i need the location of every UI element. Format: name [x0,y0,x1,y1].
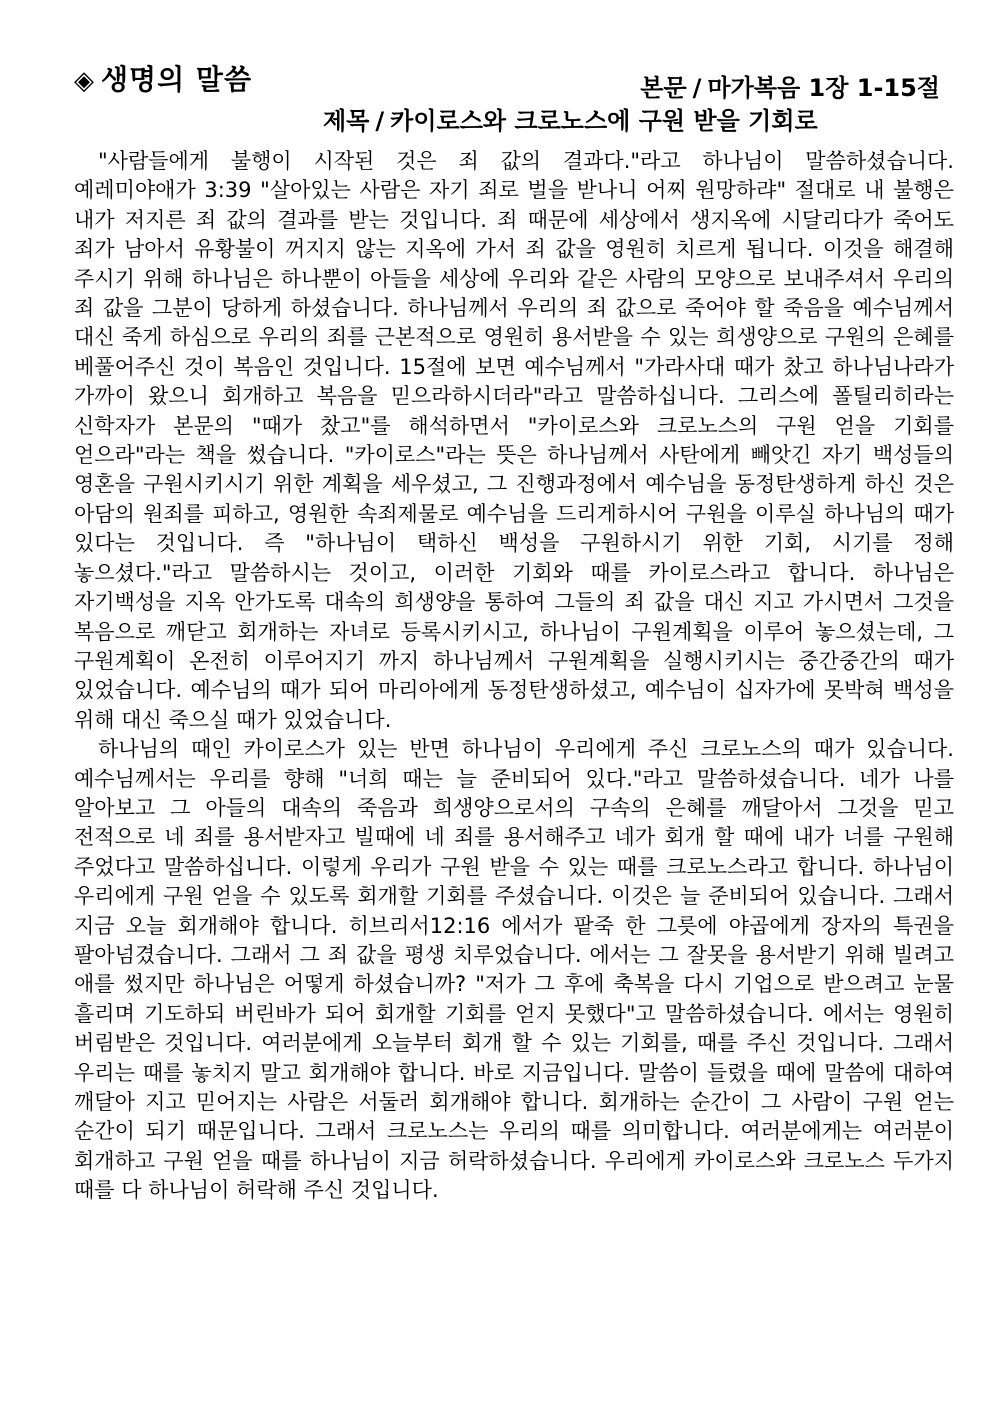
subject-separator: / [375,107,385,135]
body-paragraph-1: "사람들에게 불행이 시작된 것은 죄 값의 결과다."라고 하나님이 말씀하셨습니다. 예레미야애가 3:39 "살아있는 사람은 자기 죄로 벌을 받나니 어찌 원망하랴" 절대로 내 불행은 내가 저지른 죄 값의 결과를 받는 것입니다. 죄 때문에 세상에서 생지옥에 시달리다가 죽어도 죄가 남아서 유황불이 꺼지지 않는 지옥에 가서 죄 값을 영원히 치르게 됩니다. 이것을 해결해 주시기 위해 하나님은 하나뿐이 아들을 세상에 우리와 같은 사람의 모양으로 보내주셔서 우리의 죄 값을 그분이 당하게 하셨습니다. 하나님께서 우리의 죄 값으로 죽어야 할 죽음을 예수님께서 대신 죽게 하심으로 우리의 죄를 근본적으로 영원히 용서받을 수 있는 희생양으로 구원의 은혜를 베풀어주신 것이 복음인 것입니다. 15절에 보면 예수님께서 "가라사대 때가 찼고 하나님나라가 가까이 왔으니 회개하고 복음을 믿으라하시더라"라고 말씀하십니다. 그리스에 폴틸리히라는 신학자가 본문의 "때가 찼고"를 해석하면서 "카이로스와 크로노스의 구원 얻을 기회를 얻으라"라는 책을 썼습니다. "카이로스"라는 뜻은 하나님께서 사탄에게 빼앗긴 자기 백성들의 영혼을 구원시키시기 위한 계획을 세우셨고, 그 진행과정에서 예수님을 동정탄생하게 하신 것은 아담의 원죄를 피하고, 영원한 속죄제물로 예수님을 드리게하시어 구원을 이루실 하나님의 때가 있다는 것입니다. 즉 "하나님이 택하신 백성을 구원하시기 위한 기회, 시기를 정해 놓으셨다."라고 말씀하시는 것이고, 이러한 기회와 때를 카이로스라고 합니다. 하나님은 자기백성을 지옥 안가도록 대속의 희생양을 통하여 그들의 죄 값을 대신 지고 가시면서 그것을 복음으로 깨닫고 회개하는 자녀로 등록시키시고, 하나님이 구원계획을 이루어 놓으셨는데, 그 구원계획이 온전히 이루어지기 까지 하나님께서 구원계획을 실행시키시는 중간중간의 때가 있었습니다. 예수님의 때가 되어 마리아에게 동정탄생하셨고, 예수님이 십자가에 못박혀 백성을 위해 대신 죽으실 때가 있었습니다. [74,149,954,732]
subject-value: 카이로스와 크로노스에 구원 받을 기회로 [390,107,818,135]
passage-separator: / [692,74,702,102]
passage-line [640,68,940,103]
section-title-text: 생명의 말씀 [101,63,252,96]
sermon-body [74,147,954,1206]
body-paragraph-2: 하나님의 때인 카이로스가 있는 반면 하나님이 우리에게 주신 크로노스의 때가 있습니다. 예수님께서는 우리를 향해 "너희 때는 늘 준비되어 있다."라고 말씀하셨습니다. 네가 나를 알아보고 그 아들의 대속의 죽음과 희생양으로서의 구속의 은혜를 깨달아서 그것을 믿고 전적으로 네 죄를 용서받자고 빌때에 네 죄를 용서해주고 네가 회개 할 때에 내가 너를 구원해 주었다고 말씀하십니다. 이렇게 우리가 구원 받을 수 있는 때를 크로노스라고 합니다. 하나님이 우리에게 구원 얻을 수 있도록 회개할 기회를 주셨습니다. 이것은 늘 준비되어 있습니다. 그래서 지금 오늘 회개해야 합니다. 히브리서12:16 에서가 팥죽 한 그릇에 야곱에게 장자의 특권을 팔아넘겼습니다. 그래서 그 죄 값을 평생 치루었습니다. 에서는 그 잘못을 용서받기 위해 빌려고 애를 썼지만 하나님은 어떻게 하셨습니까? "저가 그 후에 축복을 다시 기업으로 받으려고 눈물 흘리며 기도하되 버린바가 되어 회개할 기회를 얻지 못했다"고 말씀하셨습니다. 에서는 영원히 버림받은 것입니다. 여러분에게 오늘부터 회개 할 수 있는 기회를, 때를 주신 것입니다. 그래서 우리는 때를 놓치지 말고 회개해야 합니다. 바로 지금입니다. 말씀이 들렸을 때에 말씀에 대하여 깨달아 지고 믿어지는 사람은 서둘러 회개해야 합니다. 회개하는 순간이 그 사람이 구원 얻는 순간이 되기 때문입니다. 그래서 크로노스는 우리의 때를 의미합니다. 여러분에게는 여러분이 회개하고 구원 얻을 때를 하나님이 지금 허락하셨습니다. 우리에게 카이로스와 크로노스 두가지 때를 다 하나님이 허락해 주신 것입니다. [74,737,954,1203]
subject-label: 제목 [323,107,370,135]
diamond-bullet-icon: ◈ [74,66,95,96]
section-title [74,58,252,98]
passage-value: 마가복음 1장 1-15절 [707,74,940,102]
passage-label: 본문 [640,74,687,102]
subject-line [323,101,818,136]
